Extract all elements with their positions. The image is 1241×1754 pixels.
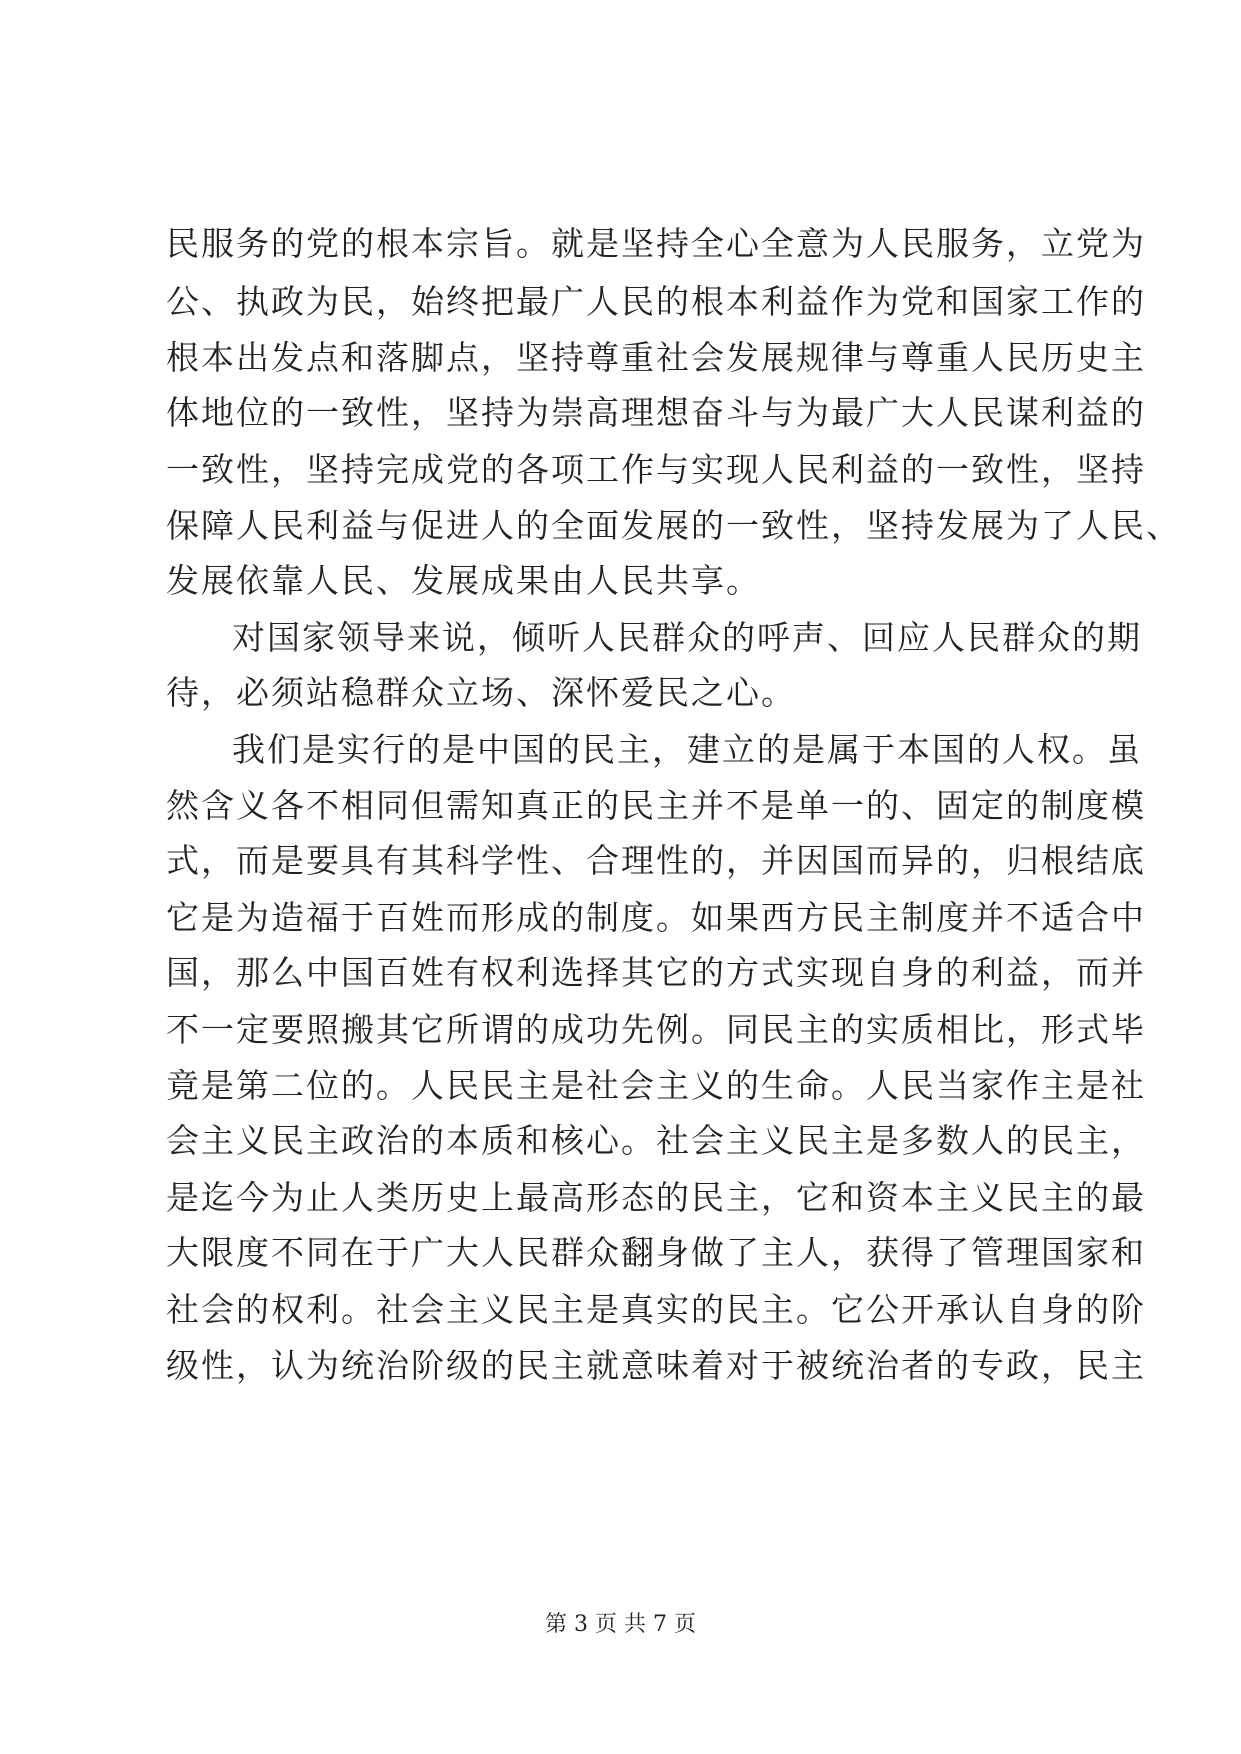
text-line: 公、执政为民，始终把最广人民的根本利益作为党和国家工作的 <box>166 282 1146 321</box>
text-line: 体地位的一致性，坚持为崇高理想奋斗与为最广大人民谋利益的 <box>166 393 1146 432</box>
text-line: 然含义各不相同但需知真正的民主并不是单一的、固定的制度模 <box>166 786 1146 825</box>
text-line: 民服务的党的根本宗旨。就是坚持全心全意为人民服务，立党为 <box>166 224 1146 263</box>
text-line: 不一定要照搬其它所谓的成功先例。同民主的实质相比，形式毕 <box>166 1010 1146 1049</box>
text-line: 大限度不同在于广大人民群众翻身做了主人，获得了管理国家和 <box>166 1233 1146 1272</box>
text-line: 式，而是要具有其科学性、合理性的，并因国而异的，归根结底 <box>166 841 1146 880</box>
text-line: 保障人民利益与促进人的全面发展的一致性，坚持发展为了人民、 <box>166 506 1181 545</box>
text-line: 一致性，坚持完成党的各项工作与实现人民利益的一致性，坚持 <box>166 450 1146 489</box>
text-line: 它是为造福于百姓而形成的制度。如果西方民主制度并不适合中 <box>166 898 1146 937</box>
text-line: 会主义民主政治的本质和核心。社会主义民主是多数人的民主， <box>166 1121 1146 1160</box>
text-line: 待，必须站稳群众立场、深怀爱民之心。 <box>166 673 796 712</box>
text-line: 发展依靠人民、发展成果由人民共享。 <box>166 561 761 600</box>
text-line: 是迄今为止人类历史上最高形态的民主，它和资本主义民主的最 <box>166 1178 1146 1217</box>
text-line: 根本出发点和落脚点，坚持尊重社会发展规律与尊重人民历史主 <box>166 338 1146 377</box>
text-line: 我们是实行的是中国的民主，建立的是属于本国的人权。虽 <box>232 730 1142 769</box>
page-footer: 第 3 页 共 7 页 <box>545 1612 696 1637</box>
text-line: 对国家领导来说，倾听人民群众的呼声、回应人民群众的期 <box>232 618 1142 657</box>
text-line: 国，那么中国百姓有权利选择其它的方式实现自身的利益，而并 <box>166 953 1146 992</box>
text-line: 竟是第二位的。人民民主是社会主义的生命。人民当家作主是社 <box>166 1066 1146 1105</box>
text-line: 社会的权利。社会主义民主是真实的民主。它公开承认自身的阶 <box>166 1290 1146 1329</box>
text-line: 级性，认为统治阶级的民主就意味着对于被统治者的专政，民主 <box>166 1346 1146 1385</box>
